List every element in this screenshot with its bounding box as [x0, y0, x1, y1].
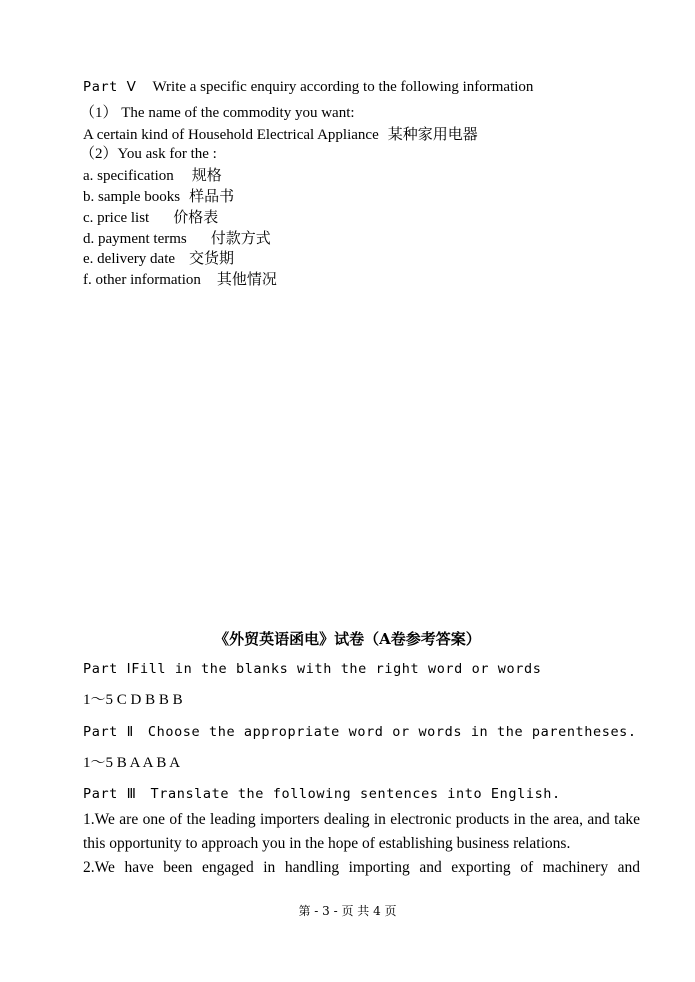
ask-item-cn: 其他情况	[216, 270, 277, 288]
part5-heading	[83, 78, 533, 96]
ask-item-cn: 交货期	[189, 249, 235, 267]
answer-part1-label: Part Ⅰ	[83, 661, 132, 677]
answer-part1-result: 1～5 C D B B B	[83, 692, 183, 708]
ask-item-en: b. sample books	[83, 189, 181, 205]
answer-part3-label: Part Ⅲ	[83, 786, 137, 802]
page-number-footer: 第 - 3 - 页 共 4 页	[298, 904, 397, 918]
ask-item-cn: 价格表	[173, 208, 219, 226]
ask-item	[83, 208, 218, 227]
ask-item-cn: 样品书	[189, 187, 235, 205]
answer-part2-result: 1～5 B A A B A	[83, 755, 181, 771]
answer-part1-instruction: Fill in the blanks with the right word or words	[131, 661, 542, 677]
answer-key-title: 《外贸英语函电》试卷（A卷参考答案）	[214, 630, 481, 648]
ask-item-en: e. delivery date	[83, 251, 176, 267]
ask-item-en: f. other information	[83, 272, 201, 288]
translation-sentence-2: 2.We have been engaged in handling importing and exporting of machinery and	[83, 859, 640, 876]
ask-item	[83, 229, 271, 248]
commodity-en: A certain kind of Household Electrical Appliance	[83, 127, 379, 143]
part5-label: Part Ⅴ	[83, 79, 137, 95]
answer-part3-instruction: Translate the following sentences into English.	[150, 786, 561, 802]
ask-item-en: d. payment terms	[83, 231, 187, 247]
answer-part3-heading	[83, 785, 561, 803]
commodity-line	[83, 125, 478, 144]
ask-item-cn: 付款方式	[210, 229, 271, 247]
ask-item-cn: 规格	[191, 166, 222, 184]
ask-item-en: a. specification	[83, 168, 174, 184]
ask-item-en: c. price list	[83, 210, 150, 226]
ask-item	[83, 270, 277, 289]
translation-sentence-1: 1.We are one of the leading importers dealing in electronic products in the area, and take this opportunity to approach you in the hope of establishing business relations.	[83, 811, 640, 852]
ask-item	[83, 249, 234, 268]
part5-item1: （1） The name of the commodity you want:	[80, 105, 355, 121]
answer-part1-heading	[83, 660, 541, 678]
answer-part2-heading	[83, 723, 637, 741]
part5-instruction: Write a specific enquiry according to the following information	[152, 79, 534, 95]
answer-part2-instruction: Choose the appropriate word or words in the parentheses.	[147, 724, 637, 740]
ask-item	[83, 166, 222, 185]
answer-part2-label: Part Ⅱ	[83, 724, 134, 740]
commodity-cn: 某种家用电器	[387, 125, 478, 143]
ask-item	[83, 187, 234, 206]
part5-item2: （2）You ask for the :	[80, 146, 217, 162]
